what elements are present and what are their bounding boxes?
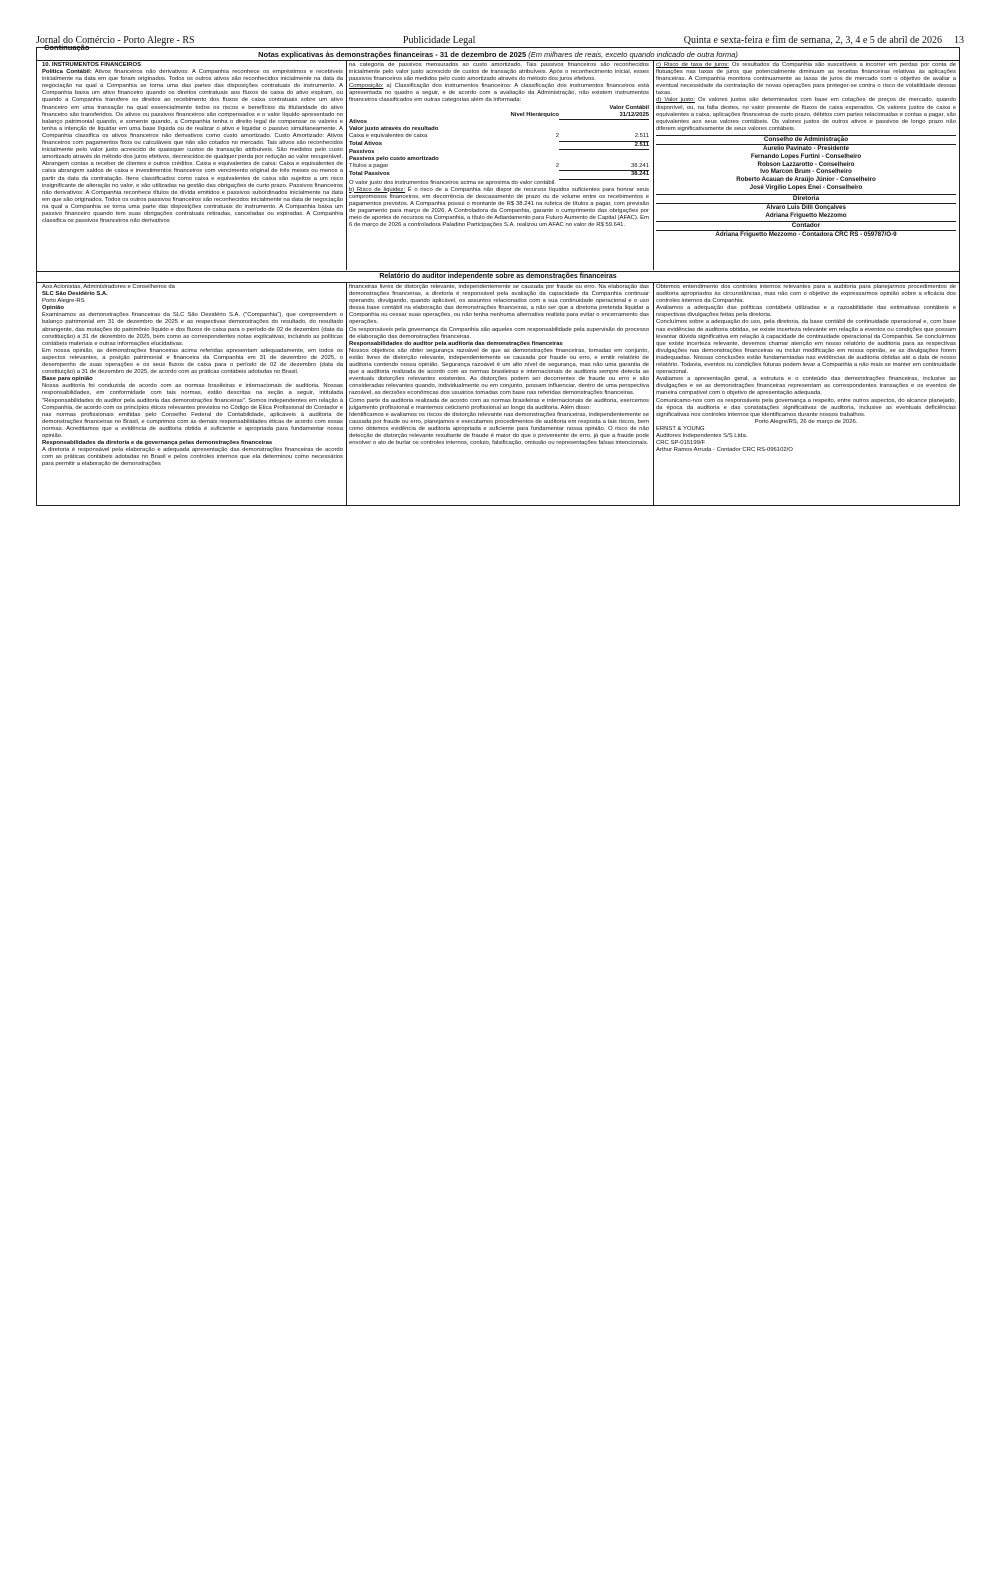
row-value bbox=[559, 126, 649, 133]
notes-paragraph bbox=[349, 83, 649, 104]
table-row bbox=[349, 156, 649, 163]
row-label: Total Passivos bbox=[349, 170, 390, 177]
interest-risk-label: c) Risco de taxa de juros: bbox=[656, 62, 729, 68]
row-label: Passivos bbox=[349, 149, 375, 156]
table-row bbox=[349, 141, 649, 149]
section-name: Publicidade Legal bbox=[402, 34, 476, 46]
row-value: 38.241 bbox=[559, 163, 649, 171]
directors-title: Diretoria bbox=[656, 194, 956, 204]
row-value bbox=[559, 149, 649, 156]
row-level bbox=[511, 149, 559, 156]
director-name: Álvaro Luis Dilli Gonçalves bbox=[766, 203, 846, 211]
table-row bbox=[349, 149, 649, 156]
report-paragraph: Concluímos sobre a adequação do uso, pela diretoria, da base contábil de continuidade operacional e, com base nas evidências de auditoria obtidas, se existe incerteza relevante em relação a eventos ou condições que possam levantar dúvida significativa em relação à capacidade de continuidade operacional da Companhia. Se concluirmos que existe incerteza relevante, devemos chamar atenção em nosso relatório de auditoria para as respectivas divulgações nas demonstrações financeiras ou incluir modificação em nossa opinião, se as divulgações forem inadequadas. Nossas conclusões estão fundamentadas nas evidências de auditoria obtidas até a data de nosso relatório. Todavia, eventos ou condições futuras podem levar a Companhia a não mais se manter em continuidade operacional. bbox=[656, 319, 956, 376]
report-paragraph: Comunicamo-nos com os responsáveis pela governança a respeito, entre outros aspectos, do alcance planejado, da época da auditoria e das constatações significativas de auditoria, inclusive as eventuais deficiências significativas nos controles internos que identificamos durante nossos trabalhos. bbox=[656, 397, 956, 418]
notes-paragraph bbox=[42, 69, 343, 225]
row-level bbox=[511, 119, 559, 126]
composition-text: a) Classificação dos instrumentos financeiros: A classificação dos instrumentos financeiros está apresentada no quadro a seguir, e de acordo com a avaliação da Administração, não existem instrumentos financeiros classificados em outras categorias além da informada: bbox=[349, 83, 649, 104]
header-date-group bbox=[684, 35, 964, 46]
report-paragraph: Avaliamos a adequação das políticas contábeis utilizadas e a razoabilidade das estimativas contábeis e respectivas divulgações feitas pela diretoria. bbox=[656, 305, 956, 319]
report-paragraph: Os responsáveis pela governança da Companhia são aqueles com responsabilidade pela supervisão do processo de elaboração das demonstrações financeiras. bbox=[349, 326, 649, 340]
table-header-row bbox=[349, 105, 649, 112]
notes-column-3 bbox=[656, 62, 956, 269]
report-paragraph: Obtemos entendimento dos controles internos relevantes para a auditoria para planejarmos procedimentos de auditoria apropriados às circunstâncias, mas não com o objetivo de expressarmos opinião sobre a eficácia dos controles internos da Companhia. bbox=[656, 284, 956, 305]
report-paragraph: Nossos objetivos são obter segurança razoável de que as demonstrações financeiras, tomadas em conjunto, estão livres de distorção relevante, independentemente se causada por fraude ou erro, e emitir relatório de auditoria contendo nossa opinião. Segurança razoável é um alto nível de segurança, mas não uma garantia de que a auditoria realizada de acordo com as normas brasileiras e internacionais de auditoria sempre detecta as eventuais distorções relevantes existentes. As distorções podem ser decorrentes de fraude ou erro e são consideradas relevantes quando, individualmente ou em conjunto, possam influenciar, dentro de uma perspectiva razoável, as decisões econômicas dos usuários tomadas com base nas referidas demonstrações financeiras. bbox=[349, 347, 649, 397]
column-header-value: Valor Contábil bbox=[609, 104, 649, 111]
report-paragraph: Examinamos as demonstrações financeiras da SLC São Desidério S.A. ("Companhia"), que compreendem o balanço patrimonial em 31 de dezembro de 2025 e as respectivas demonstrações do resultado, do resultado abrangente, das mutações do patrimônio líquido e dos fluxos de caixa para o período de 02 de dezembro (data da constituição) a 31 de dezembro de 2025, bem como as correspondentes notas explicativas, incluindo as políticas contábeis materiais e outras informações elucidativas. bbox=[42, 312, 343, 347]
column-divider bbox=[653, 61, 654, 270]
table-row bbox=[349, 119, 649, 126]
divider bbox=[37, 60, 959, 61]
section-heading: 10. INSTRUMENTOS FINANCEIROS bbox=[42, 62, 142, 68]
row-level bbox=[511, 156, 559, 163]
report-title: Relatório do auditor independente sobre as demonstrações financeiras bbox=[379, 273, 617, 280]
row-value: 2.511 bbox=[559, 141, 649, 149]
board-member: José Virgílio Lopes Enei - Conselheiro bbox=[749, 183, 863, 191]
audit-firm: ERNST & YOUNG bbox=[656, 425, 705, 432]
report-paragraph: Avaliamos a apresentação geral, a estrutura e o conteúdo das demonstrações financeiras, inclusive as divulgações e se as demonstrações financeiras representam as correspondentes transações e os eventos de maneira compatível com o objetivo de apresentação adequada. bbox=[656, 376, 956, 397]
row-label: Caixa e equivalentes de caixa bbox=[349, 133, 428, 140]
composition-label: Composição: bbox=[349, 83, 384, 90]
edition-date: Quinta e sexta-feira e fim de semana, 2, 3, 4 e 5 de abril de 2026 bbox=[683, 34, 942, 46]
audit-firm-crc: CRC SP-015199/F bbox=[656, 440, 706, 447]
report-paragraph: financeiras livres de distorção relevante, independentemente se causada por fraude ou erro. Na elaboração das demonstrações financeiras, a diretoria é responsável pela avaliação da capacidade da Companhia continuar operando, divulgando, quando aplicável, os assuntos relacionados com a sua continuidade operacional e o uso dessa base contábil na elaboração das demonstrações financeiras, a não ser que a diretoria pretenda liquidar a Companhia ou cessar suas operações, ou não tenha nenhuma alternativa realista para evitar o encerramento das operações. bbox=[349, 284, 649, 326]
report-date-place: Porto Alegre/RS, 26 de março de 2026. bbox=[754, 418, 858, 425]
row-label: Passivos pelo custo amortizado bbox=[349, 156, 439, 163]
page-number: 13 bbox=[953, 34, 964, 46]
row-level bbox=[511, 171, 559, 179]
audit-firm-full-name: Auditores Independentes S/S Ltda. bbox=[656, 432, 748, 439]
column-header-date: 31/12/2025 bbox=[559, 112, 649, 120]
company-name: SLC São Desidério S.A. bbox=[42, 291, 108, 298]
row-level bbox=[511, 126, 559, 133]
report-paragraph: Nossa auditoria foi conduzida de acordo com as normas brasileiras e internacionais de auditoria. Nossas responsabilidades, em conformidade com tais normas, estão descritas na seção a seguir, intitulada "Responsabilidades do auditor pela auditoria das demonstrações financeiras". Somos independentes em relação à Companhia, de acordo com os princípios éticos relevantes previstos no Código de Ética Profissional do Contador e nas normas profissionais emitidas pelo Conselho Federal de Contabilidade, aplicáveis à auditoria de demonstrações financeiras no Brasil, e cumprimos com as demais responsabilidades éticas de acordo com essas normas. Acreditamos que a evidência de auditoria obtida é suficiente e apropriada para fundamentar nossa opinião. bbox=[42, 383, 343, 439]
liquidity-label: b) Risco de liquidez: bbox=[349, 186, 406, 193]
board-member: Fernando Lopes Furtini - Conselheiro bbox=[750, 152, 862, 160]
column-divider bbox=[346, 61, 347, 270]
notes-title-note: (Em milhares de reais, exceto quando indicado de outra forma) bbox=[528, 50, 738, 59]
notes-paragraph: O valor justo dos instrumentos financeiros acima se aproxima do valor contábil. bbox=[349, 179, 556, 186]
report-paragraph: Em nossa opinião, as demonstrações financeiras acima referidas apresentam adequadamente, em todos os aspectos relevantes, a posição patrimonial e financeira da Companhia em 31 de dezembro de 2025, o desempenho de suas operações e os seus fluxos de caixa para o período de 02 de dezembro (data da constituição) a 31 de dezembro de 2025, de acordo com as práticas contábeis adotadas no Brasil. bbox=[42, 347, 343, 376]
table-header-row bbox=[349, 112, 649, 120]
board-member: Roberto Acauan de Araújo Júnior - Conselheiro bbox=[736, 176, 876, 184]
notes-title-text: Notas explicativas às demonstrações financeiras - 31 de dezembro de 2025 bbox=[258, 50, 527, 59]
column-divider bbox=[346, 283, 347, 505]
notes-paragraph bbox=[656, 62, 956, 97]
signer-name: Arthur Ramos Arruda - Contador CRC RS-096102/O bbox=[656, 447, 793, 454]
notes-title bbox=[37, 50, 959, 59]
liquidity-text: É o risco de a Companhia não dispor de recursos líquidos suficientes para honrar seus compromissos financeiros, em decorrência de descasamento de prazo ou de volume entre os recebimentos e pagamentos previstos. A Companhia possui o montante de R$ 38.241 na rubrica de títulos a pagar, com previsão de pagamento para março de 2026. A Controladora da Companhia, garante o cumprimento das obrigações por meio de aportes de recursos na Companhia, a título de Adiantamento para Futuro Aumento de Capital (AFAC). Em 6 de março de 2026 a controladora Paladino Participações S.A. realizou um AFAC no valor de R$ 59.641. bbox=[349, 186, 649, 229]
row-value bbox=[559, 119, 649, 126]
row-label: Ativos bbox=[349, 119, 368, 126]
policy-text: Ativos financeiros não derivativos: A Companhia reconhece os empréstimos e recebíveis inicialmente na data em que foram originados. Todos os outros ativos são reconhecidos inicialmente na data da negociação na qual a Companhia se torna uma das partes das disposições contratuais do instrumento. A Companhia baixa um ativo financeiro quando os direitos contratuais aos fluxos de caixa do ativo expiram, ou quando a Companhia transfere os direitos ao recebimento dos fluxos de caixa contratuais sobre um ativo financeiro em uma transação na qual essencialmente todos os riscos e benefícios da titularidade do ativo financeiro são transferidos. Os ativos ou passivos financeiros são compensados e o valor líquido apresentado no balanço patrimonial quando, e somente quando, a Companhia tenha o direito legal de compensar os valores e tenha a intenção de liquidar em uma base líquida ou de realizar o ativo e liquidar o passivo simultaneamente. A Companhia classifica os ativos financeiros não derivativos como custo amortizado. Custo Amortizado: Ativos financeiros com pagamentos fixos ou calculáveis que não são cotados no mercado. Tais ativos são reconhecidos inicialmente pelo valor justo acrescido de quaisquer custos de transação atribuíveis. São medidos pelo custo amortizado através do método dos juros efetivos, decrescidos de qualquer perda por redução ao valor recuperável. Abrangem contas a receber de clientes e outros créditos. Caixa e equivalentes de caixa: Caixa e equivalentes de caixa abrangem saldos de caixa e investimentos financeiros com vencimento original de três meses ou menos a partir da data da contratação. Itens classificados como caixa e equivalentes de caixa são sujeitos a um risco insignificante de alteração no valor, e são utilizadas na gestão das obrigações de curto prazo. Passivos financeiros não derivativos: A Companhia reconhece títulos de dívida emitidos e passivos subordinados inicialmente na data em que são originados. Todos os outros passivos financeiros são reconhecidos inicialmente na data de negociação na qual a Companhia se torna uma parte das disposições contratuais do instrumento. A Companhia baixa um passivo financeiro quando tem suas obrigações contratuais retiradas, canceladas ou expiradas. A Companhia classifica os passivos financeiros não derivativos bbox=[42, 69, 343, 225]
row-value: 2.511 bbox=[559, 133, 649, 141]
table-row bbox=[349, 126, 649, 133]
management-title: Responsabilidades da diretoria e da governança pelas demonstrações financeiras bbox=[42, 440, 273, 447]
divider bbox=[37, 282, 959, 283]
notes-column-2 bbox=[349, 62, 649, 269]
board-members-list bbox=[656, 145, 956, 192]
table-row bbox=[349, 133, 649, 141]
interest-risk-text: Os resultados da Companhia são suscetíveis a incorrer em perdas por conta de flutuações nas taxas de juros que potencialmente diminuam as receitas financeiras relativas às aplicações financeiras. A Companhia monitora continuamente as taxas de juros de mercado com o objetivo de avaliar a eventual necessidade da contratação de novas operações para proteger-se contra o risco de volatilidade dessas taxas. bbox=[656, 62, 956, 97]
notes-paragraph bbox=[656, 97, 956, 132]
board-member: Robson Lazzarotto - Conselheiro bbox=[757, 160, 855, 168]
board-member: Ivo Marcon Brum - Conselheiro bbox=[760, 168, 852, 176]
column-header-level: Nível Hierárquico bbox=[510, 111, 559, 118]
accountant-title: Contador bbox=[656, 221, 956, 231]
report-paragraph: Como parte da auditoria realizada de acordo com as normas brasileiras e internacionais de auditoria, exercemos julgamento profissional e mantemos ceticismo profissional ao longo da auditoria. Além disso: bbox=[349, 397, 649, 411]
policy-label: Política Contábil: bbox=[42, 69, 92, 76]
company-city: Porto Alegre-RS bbox=[42, 298, 85, 305]
notes-paragraph: na categoria de passivos mensurados ao custo amortizado. Tais passivos financeiros são reconhecidos inicialmente pelo valor justo acrescido de custos de transação atribuíveis. Após o reconhecimento inicial, esses passivos financeiros são medidos pelo custo amortizado através do método dos juros efetivos. bbox=[349, 62, 649, 83]
table-row bbox=[349, 171, 649, 179]
row-level: 2 bbox=[555, 133, 559, 140]
row-label: Títulos a pagar bbox=[349, 163, 389, 170]
accountant-name: Adriana Friguetto Mezzomo - Contadora CRC RS - 059787/O-9 bbox=[715, 231, 897, 239]
addressee: Aos Acionistas, Administradores e Conselheiros da bbox=[42, 284, 175, 290]
row-level bbox=[511, 141, 559, 149]
fair-value-text: Os valores justos são determinados com base em cotações de preços de mercado, quando disponível, ou, na falta destes, no valor presente de fluxos de caixa esperados. Os valores justos de caixa e equivalentes a caixa, aplicações financeiras de curto prazo, débitos com partes relacionadas e contas a pagar, são equivalentes aos seus valores contábeis. Os valores justos de outros ativos e passivos de longo prazo não diferem significativamente de seus valores contábeis. bbox=[656, 97, 956, 132]
page-header bbox=[36, 33, 964, 47]
row-label: Valor justo através do resultado bbox=[349, 126, 439, 133]
board-title: Conselho de Administração bbox=[656, 135, 956, 145]
fair-value-label: d) Valor justo: bbox=[656, 97, 695, 104]
financial-instruments-table bbox=[349, 105, 649, 180]
notes-paragraph bbox=[349, 187, 649, 230]
continuation-label: Continuação bbox=[44, 43, 90, 52]
auditor-responsibilities-title: Responsabilidades do auditor pela auditoria das demonstrações financeiras bbox=[349, 340, 563, 347]
board-member: Aurelio Pavinato - Presidente bbox=[763, 144, 849, 152]
notes-column-1 bbox=[42, 62, 343, 269]
report-column-3 bbox=[656, 284, 956, 504]
report-column-2 bbox=[349, 284, 649, 504]
director-name: Adriana Friguetto Mezzomo bbox=[765, 211, 847, 219]
row-label: Total Ativos bbox=[349, 141, 383, 148]
report-paragraph: A diretoria é responsável pela elaboração e adequada apresentação das demonstrações financeiras de acordo com as práticas contábeis adotadas no Brasil e pelos controles internos que ela determinou como necessários para permitir a elaboração de demonstrações bbox=[42, 447, 343, 468]
column-divider bbox=[653, 283, 654, 505]
report-paragraph: Identificamos e avaliamos os riscos de distorção relevante nas demonstrações financeiras, independentemente se causada por fraude ou erro, planejamos e executamos procedimentos de auditoria em resposta a tais riscos, bem como obtemos evidência de auditoria apropriada e suficiente para fundamentar nossa opinião. O risco de não detecção de distorção relevante resultante de fraude é maior do que o proveniente de erro, já que a fraude pode envolver o ato de burlar os controles internos, conluio, falsificação, omissão ou representações falsas intencionais. bbox=[349, 411, 649, 447]
legal-notice-frame bbox=[36, 47, 960, 506]
basis-title: Base para opinião bbox=[42, 376, 93, 383]
row-level: 2 bbox=[555, 163, 559, 170]
row-value: 38.241 bbox=[559, 171, 649, 179]
opinion-title: Opinião bbox=[42, 305, 64, 312]
divider bbox=[37, 271, 959, 272]
table-row bbox=[349, 163, 649, 171]
directors-list bbox=[656, 204, 956, 220]
row-value bbox=[559, 156, 649, 163]
newspaper-name: Jornal do Comércio - Porto Alegre - RS bbox=[36, 34, 195, 46]
report-column-1 bbox=[42, 284, 343, 504]
